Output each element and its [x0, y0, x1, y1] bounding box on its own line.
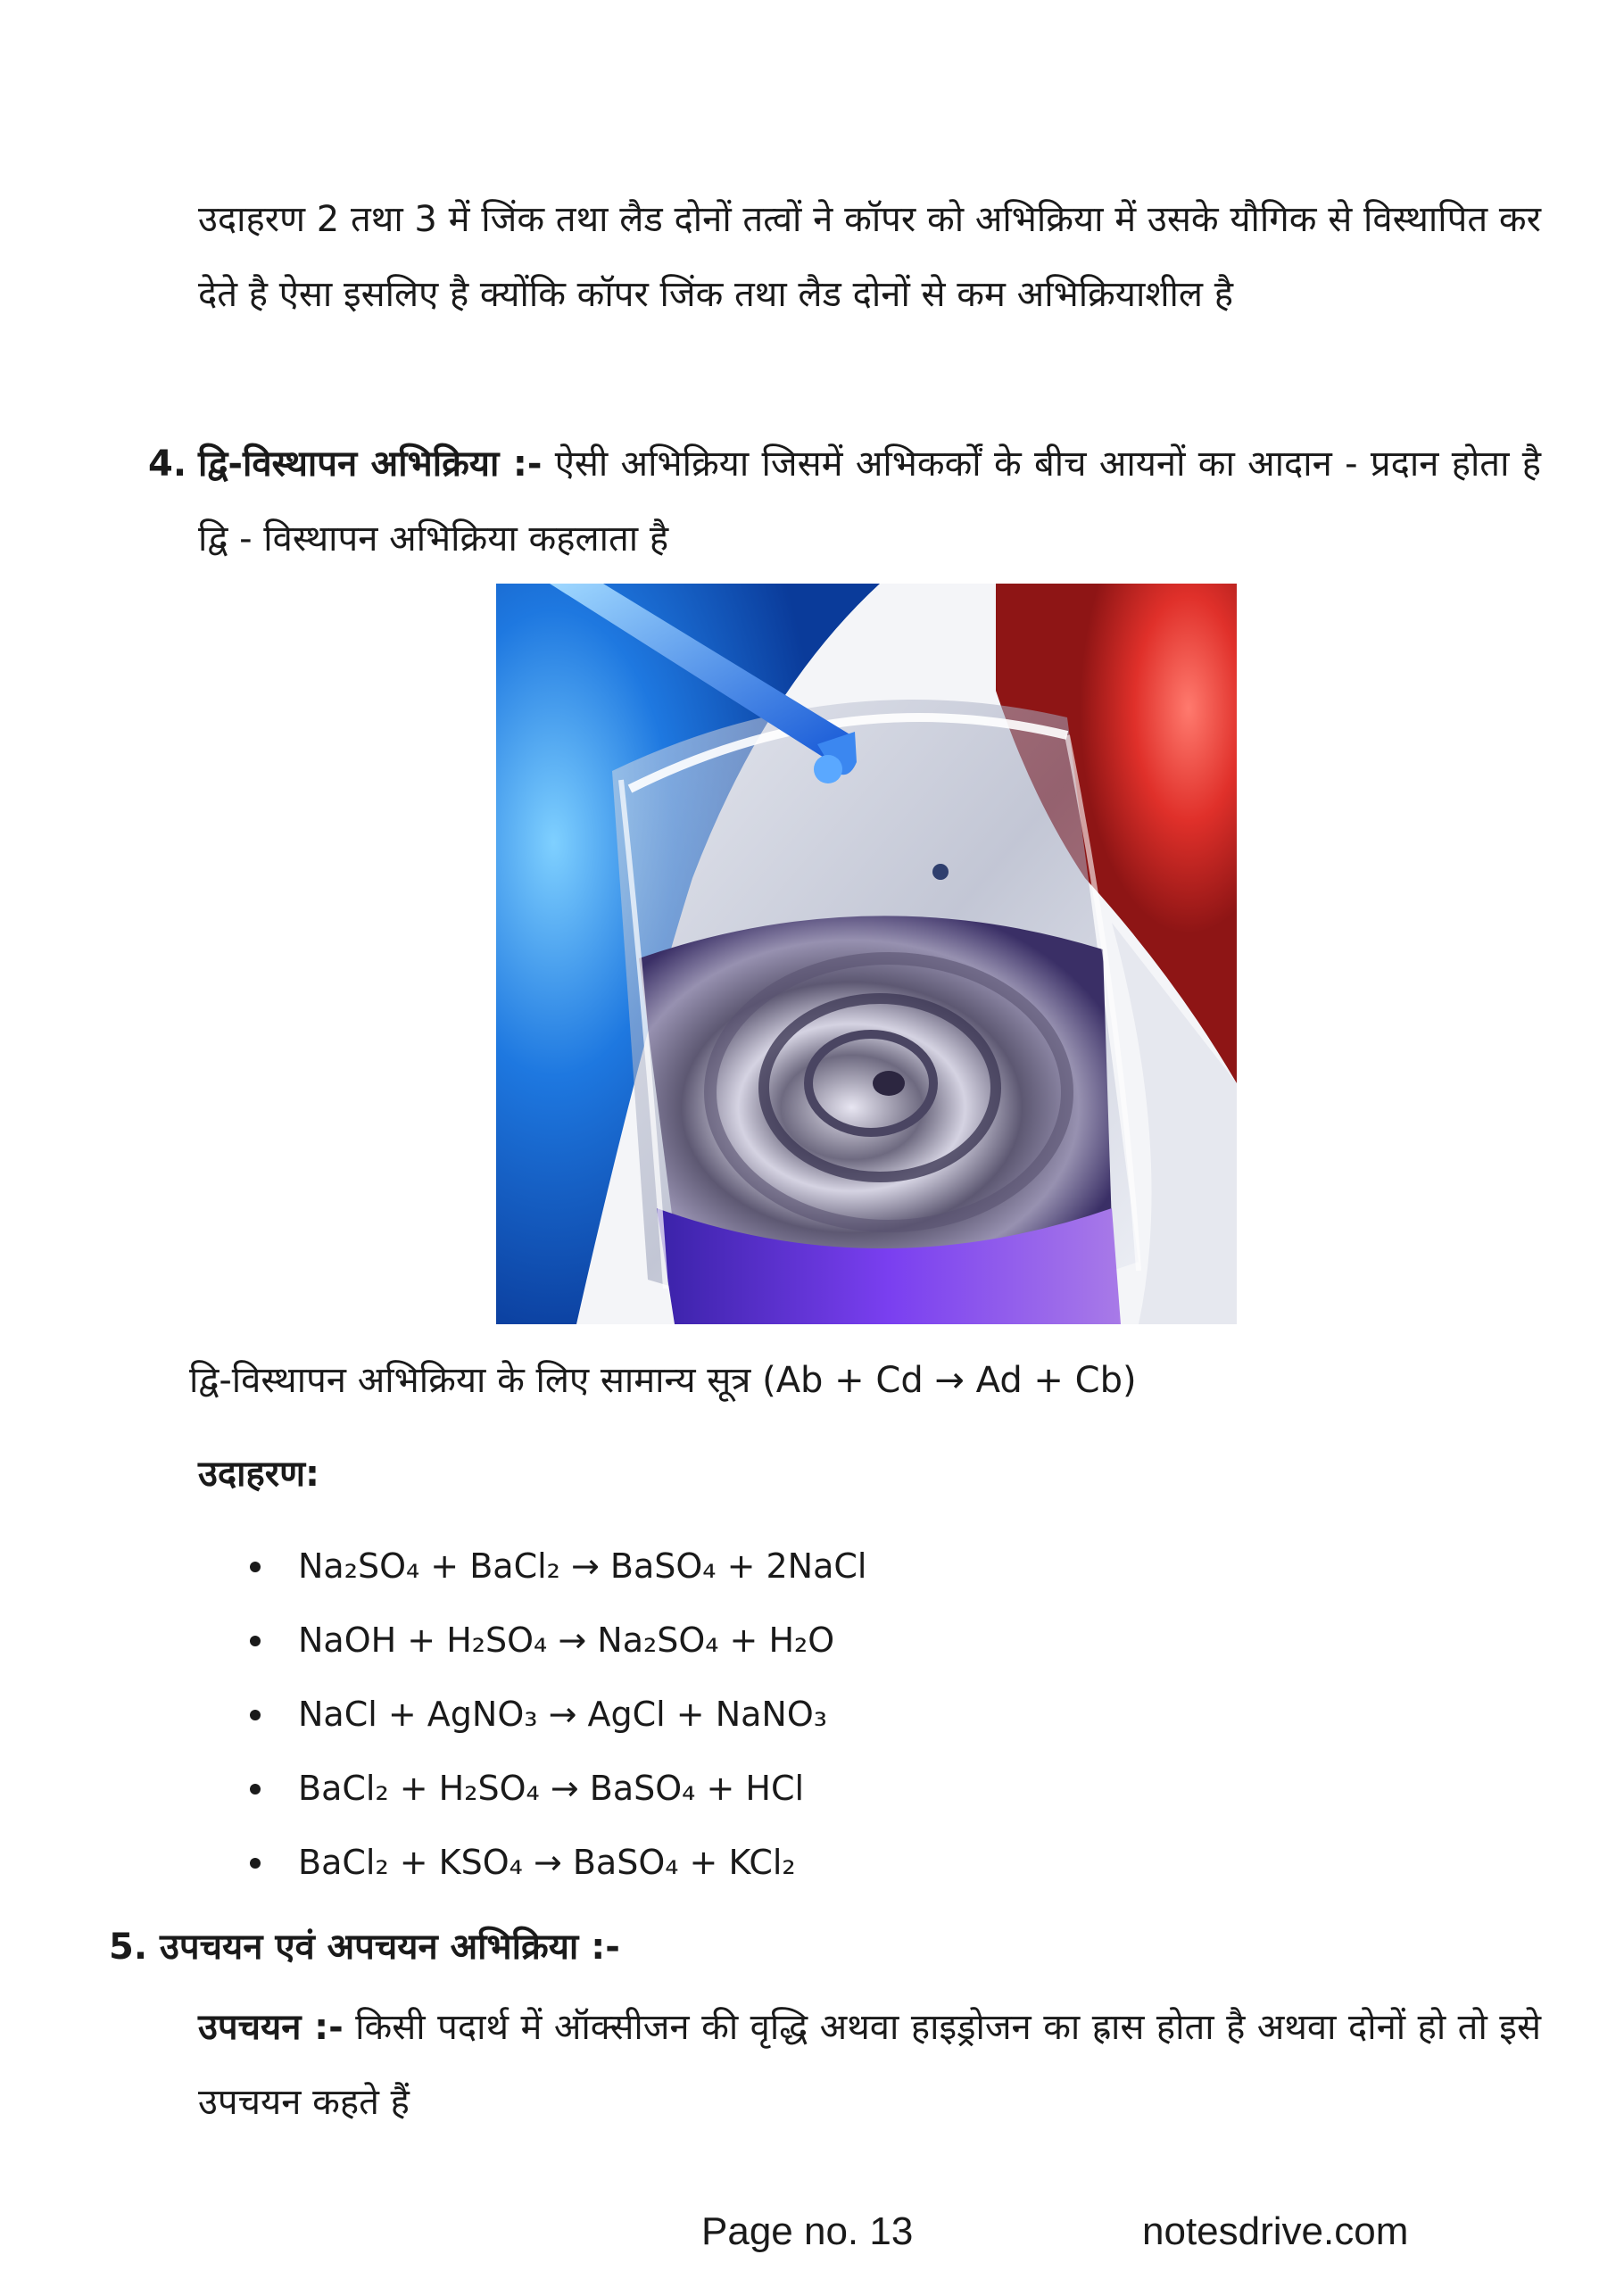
section5-term: उपचयन :-	[198, 2007, 344, 2048]
list-item	[239, 1826, 866, 1900]
section5-definition	[198, 1990, 1541, 2140]
bullet-icon	[250, 1562, 261, 1572]
beaker-photo-icon	[496, 584, 1237, 1324]
equation-text: BaCl₂ + KSO₄ → BaSO₄ + KCl₂	[298, 1843, 796, 1882]
equation-text: NaOH + H₂SO₄ → Na₂SO₄ + H₂O	[298, 1620, 835, 1660]
examples-heading: उदाहरण:	[198, 1454, 320, 1495]
list-item	[239, 1529, 866, 1604]
bullet-icon	[250, 1784, 261, 1795]
bullet-icon	[250, 1636, 261, 1646]
equation-text: BaCl₂ + H₂SO₄ → BaSO₄ + HCl	[298, 1769, 805, 1808]
section4-definition	[198, 427, 1541, 576]
section4-title: द्वि-विस्थापन अभिक्रिया :-	[198, 443, 543, 485]
section5-heading: 5. उपचयन एवं अपचयन अभिक्रिया :-	[109, 1927, 620, 1968]
list-item	[239, 1752, 866, 1826]
section4-number: 4.	[148, 443, 187, 485]
section4-definition-text: ऐसी अभिक्रिया जिसमें अभिकर्कों के बीच आयनों का आदान - प्रदान होता है द्वि - विस्थापन अभिक्रिया कहलाता है	[198, 443, 1542, 559]
equation-list	[239, 1529, 866, 1900]
bullet-icon	[250, 1710, 261, 1720]
list-item	[239, 1604, 866, 1678]
list-item	[239, 1678, 866, 1752]
intro-paragraph: उदाहरण 2 तथा 3 में जिंक तथा लैड दोनों तत्वों ने कॉपर को अभिक्रिया में उसके यौगिक से विस्थापित कर देते है ऐसा इसलिए है क्योंकि कॉपर जिंक तथा लैड दोनों से कम अभिक्रियाशील है	[198, 199, 1541, 315]
section5-definition-text: किसी पदार्थ में ऑक्सीजन की वृद्धि अथवा हाइड्रोजन का ह्रास होता है अथवा दोनों हो तो इसे उपचयन कहते हैं	[198, 2007, 1541, 2123]
page-number: Page no. 13	[701, 2209, 914, 2253]
site-link[interactable]: notesdrive.com	[1142, 2209, 1409, 2253]
equation-text: Na₂SO₄ + BaCl₂ → BaSO₄ + 2NaCl	[298, 1546, 867, 1586]
equation-text: NaCl + AgNO₃ → AgCl + NaNO₃	[298, 1695, 827, 1734]
beaker-photo	[496, 584, 1237, 1324]
formula-line: द्वि-विस्थापन अभिक्रिया के लिए सामान्य सूत्र (Ab + Cd → Ad + Cb)	[189, 1360, 1137, 1401]
bullet-icon	[250, 1858, 261, 1869]
